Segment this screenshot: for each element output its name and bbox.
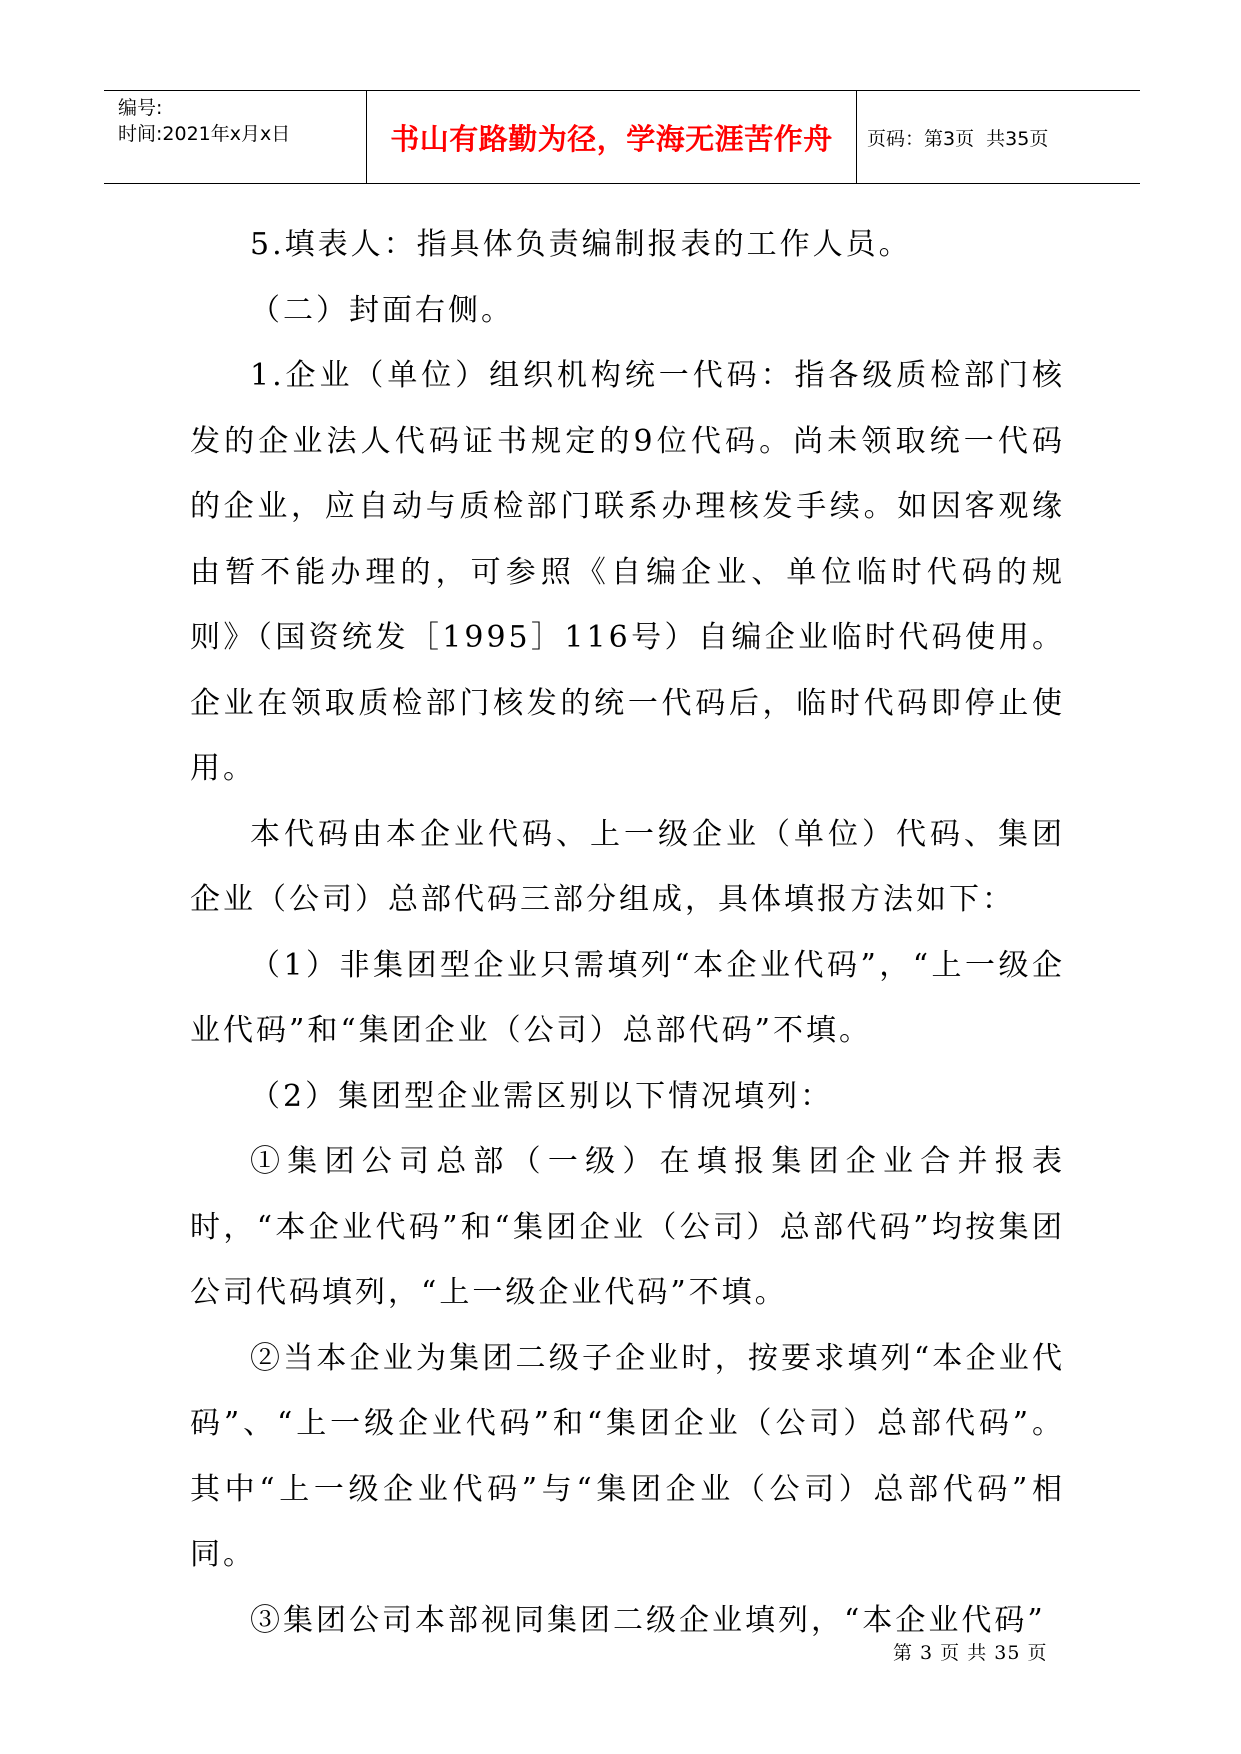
document-body [190, 212, 1065, 1653]
header-page-cell [857, 91, 1140, 183]
section-heading-cover-right: （二）封面右侧。 [250, 292, 514, 328]
header-motto-cell [367, 91, 857, 183]
document-number-label: 编号: [118, 97, 163, 119]
paragraph-filler: 5.填表人：指具体负责编制报表的工作人员。 [250, 227, 912, 262]
page-header [104, 90, 1140, 184]
paragraph-group: （2）集团型企业需区别以下情况填列： [250, 1078, 834, 1114]
header-motto: 书山有路勤为径，学海无涯苦作舟 [390, 121, 833, 156]
paragraph-group-hq: ①集团公司总部（一级）在填报集团企业合并报表时，“本企业代码”和“集团企业（公司）总部代码”均按集团公司代码填列，“上一级企业代码”不填。 [190, 1144, 1065, 1310]
paragraph-group-headquarters-unit: ③集团公司本部视同集团二级企业填列，“本企业代码” [250, 1602, 1046, 1638]
paragraph-code-composition: 本代码由本企业代码、上一级企业（单位）代码、集团企业（公司）总部代码三部分组成，具体填报方法如下： [190, 816, 1065, 917]
page-footer: 第 3 页 共 35 页 [893, 1642, 1048, 1664]
header-page-label: 页码：第3页 共35页 [867, 127, 1049, 150]
paragraph-second-level: ②当本企业为集团二级子企业时，按要求填列“本企业代码”、“上一级企业代码”和“集团企业（公司）总部代码”。其中“上一级企业代码”与“集团企业（公司）总部代码”相同。 [190, 1340, 1065, 1572]
paragraph-org-code: 1.企业（单位）组织机构统一代码：指各级质检部门核发的企业法人代码证书规定的9位代码。尚未领取统一代码的企业，应自动与质检部门联系办理核发手续。如因客观缘由暂不能办理的，可参照《自编企业、单位临时代码的规则》（国资统发［1995］116号）自编企业临时代码使用。企业在领取质检部门核发的统一代码后，临时代码即停止使用。 [190, 358, 1065, 786]
paragraph-non-group: （1）非集团型企业只需填列“本企业代码”，“上一级企业代码”和“集团企业（公司）总部代码”不填。 [190, 947, 1065, 1048]
header-meta-cell [104, 91, 367, 183]
document-time-label: 时间:2021年x月x日 [118, 123, 291, 145]
